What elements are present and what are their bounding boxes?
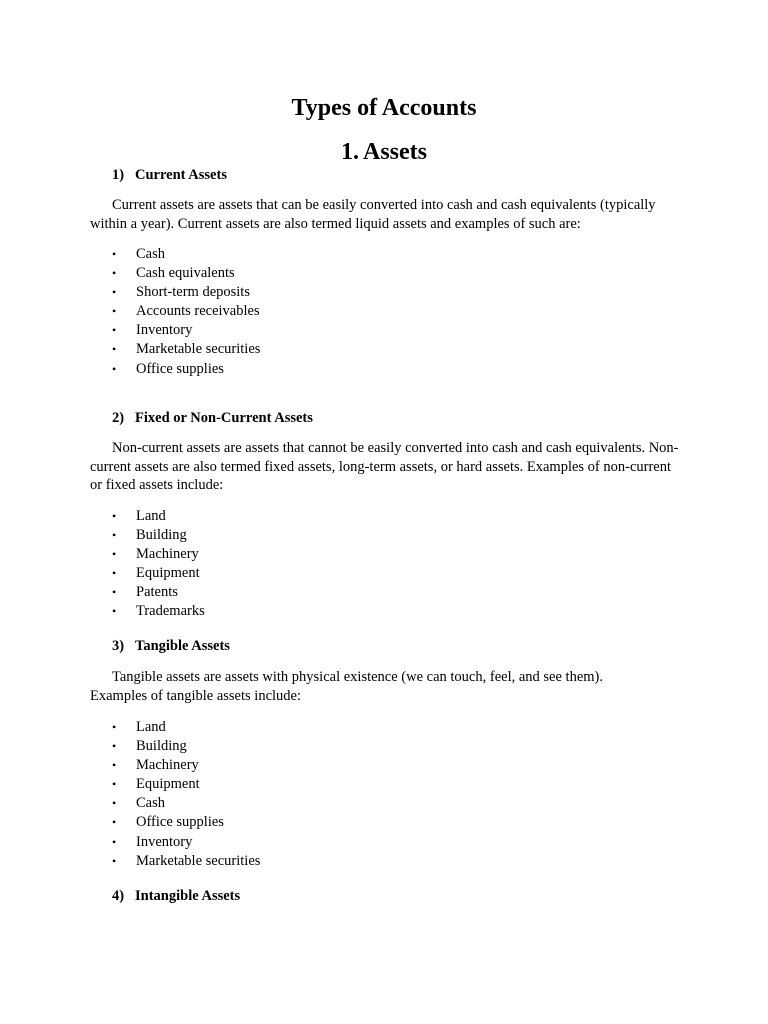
subsection-heading-text: Tangible Assets: [135, 638, 230, 654]
list-item: • Land: [112, 507, 205, 526]
list-item: • Short-term deposits: [112, 283, 260, 302]
subsection-heading-text: Fixed or Non-Current Assets: [135, 410, 313, 426]
bullet-icon: •: [112, 815, 117, 830]
subsection-heading-text: Current Assets: [135, 167, 227, 183]
bullet-icon: •: [112, 585, 117, 600]
bullet-icon: •: [112, 547, 117, 562]
bullet-icon: •: [112, 323, 117, 338]
bullet-icon: •: [112, 758, 117, 773]
bullet-icon: •: [112, 304, 117, 319]
list-item: • Trademarks: [112, 602, 205, 621]
list-item: • Land: [112, 718, 260, 737]
bullet-icon: •: [112, 566, 117, 581]
list-item: • Equipment: [112, 564, 205, 583]
list-item: • Patents: [112, 583, 205, 602]
section-title: [0, 136, 768, 168]
paragraph-fixed-assets: Non-current assets are assets that cannot be easily converted into cash and cash equivalents. Non-current assets are also termed fixed assets, long-term assets, or hard assets. Examples of non-current or fixed assets include:: [90, 440, 679, 494]
bullet-icon: •: [112, 509, 117, 523]
list-tangible-assets: [112, 718, 260, 871]
bullet-icon: •: [112, 285, 117, 300]
subsection-heading-intangible-assets: [112, 887, 240, 905]
list-item: • Equipment: [112, 775, 260, 794]
list-item: • Cash equivalents: [112, 264, 260, 283]
list-fixed-assets: [112, 507, 205, 622]
bullet-icon: •: [112, 266, 117, 281]
subsection-heading-current-assets: [112, 166, 227, 184]
bullet-icon: •: [112, 604, 117, 619]
section-number: 1.: [341, 139, 359, 165]
bullet-icon: •: [112, 342, 117, 357]
list-item: • Accounts receivables: [112, 302, 260, 321]
section-title-text: Assets: [363, 139, 427, 165]
list-item: • Marketable securities: [112, 340, 260, 359]
list-item: • Marketable securities: [112, 852, 260, 871]
subsection-number: 3): [112, 638, 125, 654]
paragraph-current-assets: Current assets are assets that can be easily converted into cash and cash equivalents (typically within a year). Current assets are also termed liquid assets and examples of such are:: [90, 197, 656, 232]
subsection-heading-tangible-assets: [112, 637, 230, 655]
bullet-icon: •: [112, 739, 117, 754]
subsection-number: 4): [112, 888, 125, 904]
paragraph-tangible-assets: Tangible assets are assets with physical existence (we can touch, feel, and see them). Examples of tangible assets include:: [90, 669, 603, 704]
bullet-icon: •: [112, 720, 117, 734]
bullet-icon: •: [112, 853, 117, 868]
document-title: Types of Accounts: [291, 95, 477, 121]
bullet-icon: •: [112, 247, 117, 261]
subsection-heading-fixed-assets: [112, 409, 313, 427]
list-item: • Cash: [112, 794, 260, 813]
bullet-icon: •: [112, 777, 117, 792]
list-item: • Inventory: [112, 321, 260, 340]
list-item: • Machinery: [112, 756, 260, 775]
list-item: • Machinery: [112, 545, 205, 564]
subsection-number: 2): [112, 410, 125, 426]
bullet-icon: •: [112, 528, 117, 543]
bullet-icon: •: [112, 796, 117, 811]
subsection-heading-text: Intangible Assets: [135, 888, 241, 904]
list-current-assets: [112, 245, 260, 379]
subsection-number: 1): [112, 167, 125, 183]
bullet-icon: •: [112, 361, 117, 376]
list-item: • Office supplies: [112, 360, 260, 379]
bullet-icon: •: [112, 834, 117, 849]
list-item: • Inventory: [112, 833, 260, 852]
list-item: • Building: [112, 526, 205, 545]
list-item: • Office supplies: [112, 813, 260, 832]
list-item: • Building: [112, 737, 260, 756]
list-item: • Cash: [112, 245, 260, 264]
